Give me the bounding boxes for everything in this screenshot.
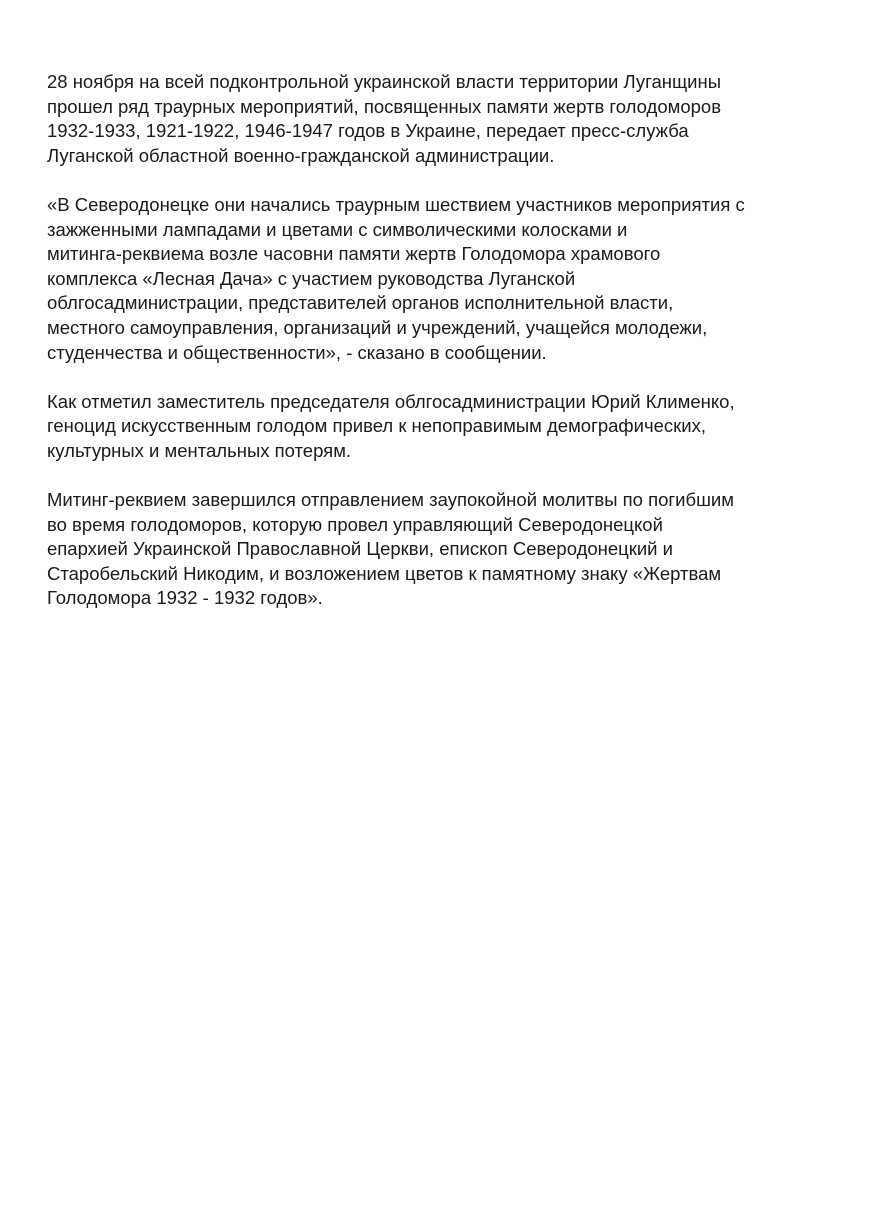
text-line: местного самоуправления, организаций и учреждений, учащейся молодежи,: [47, 316, 708, 338]
text-line: Луганской областной военно-гражданской администрации.: [47, 144, 555, 166]
text-line: облгосадминистрации, представителей органов исполнительной власти,: [47, 292, 674, 314]
paragraph-3: [47, 390, 837, 464]
text-line: студенчества и общественности», - сказано в сообщении.: [47, 341, 547, 363]
text-line: во время голодоморов, которую провел управляющий Северодонецкой: [47, 513, 663, 535]
paragraph-1: [47, 70, 837, 168]
text-line: Митинг-реквием завершился отправлением заупокойной молитвы по погибшим: [47, 489, 734, 511]
text-line: геноцид искусственным голодом привел к непоправимым демографических,: [47, 415, 706, 437]
text-line: 1932-1933, 1921-1922, 1946-1947 годов в Украине, передает пресс-служба: [47, 120, 689, 142]
text-line: культурных и ментальных потерям.: [47, 439, 352, 461]
text-line: Голодомора 1932 - 1932 годов».: [47, 587, 323, 609]
document-body: [47, 70, 837, 636]
text-line: Старобельский Никодим, и возложением цветов к памятному знаку «Жертвам: [47, 562, 722, 584]
paragraph-4: [47, 488, 837, 611]
text-line: 28 ноября на всей подконтрольной украинской власти территории Луганщины: [47, 71, 722, 92]
text-line: прошел ряд траурных мероприятий, посвященных памяти жертв голодоморов: [47, 95, 722, 117]
text-line: епархией Украинской Православной Церкви, епископ Северодонецкий и: [47, 538, 673, 560]
text-line: митинга-реквиема возле часовни памяти жертв Голодомора храмового: [47, 243, 661, 265]
text-line: зажженными лампадами и цветами с символическими колосками и: [47, 218, 628, 240]
text-line: «В Северодонецке они начались траурным шествием участников мероприятия с: [47, 193, 745, 215]
paragraph-2: [47, 193, 837, 365]
text-line: Как отметил заместитель председателя облгосадминистрации Юрий Клименко,: [47, 390, 735, 412]
text-line: комплекса «Лесная Дача» с участием руководства Луганской: [47, 267, 576, 289]
